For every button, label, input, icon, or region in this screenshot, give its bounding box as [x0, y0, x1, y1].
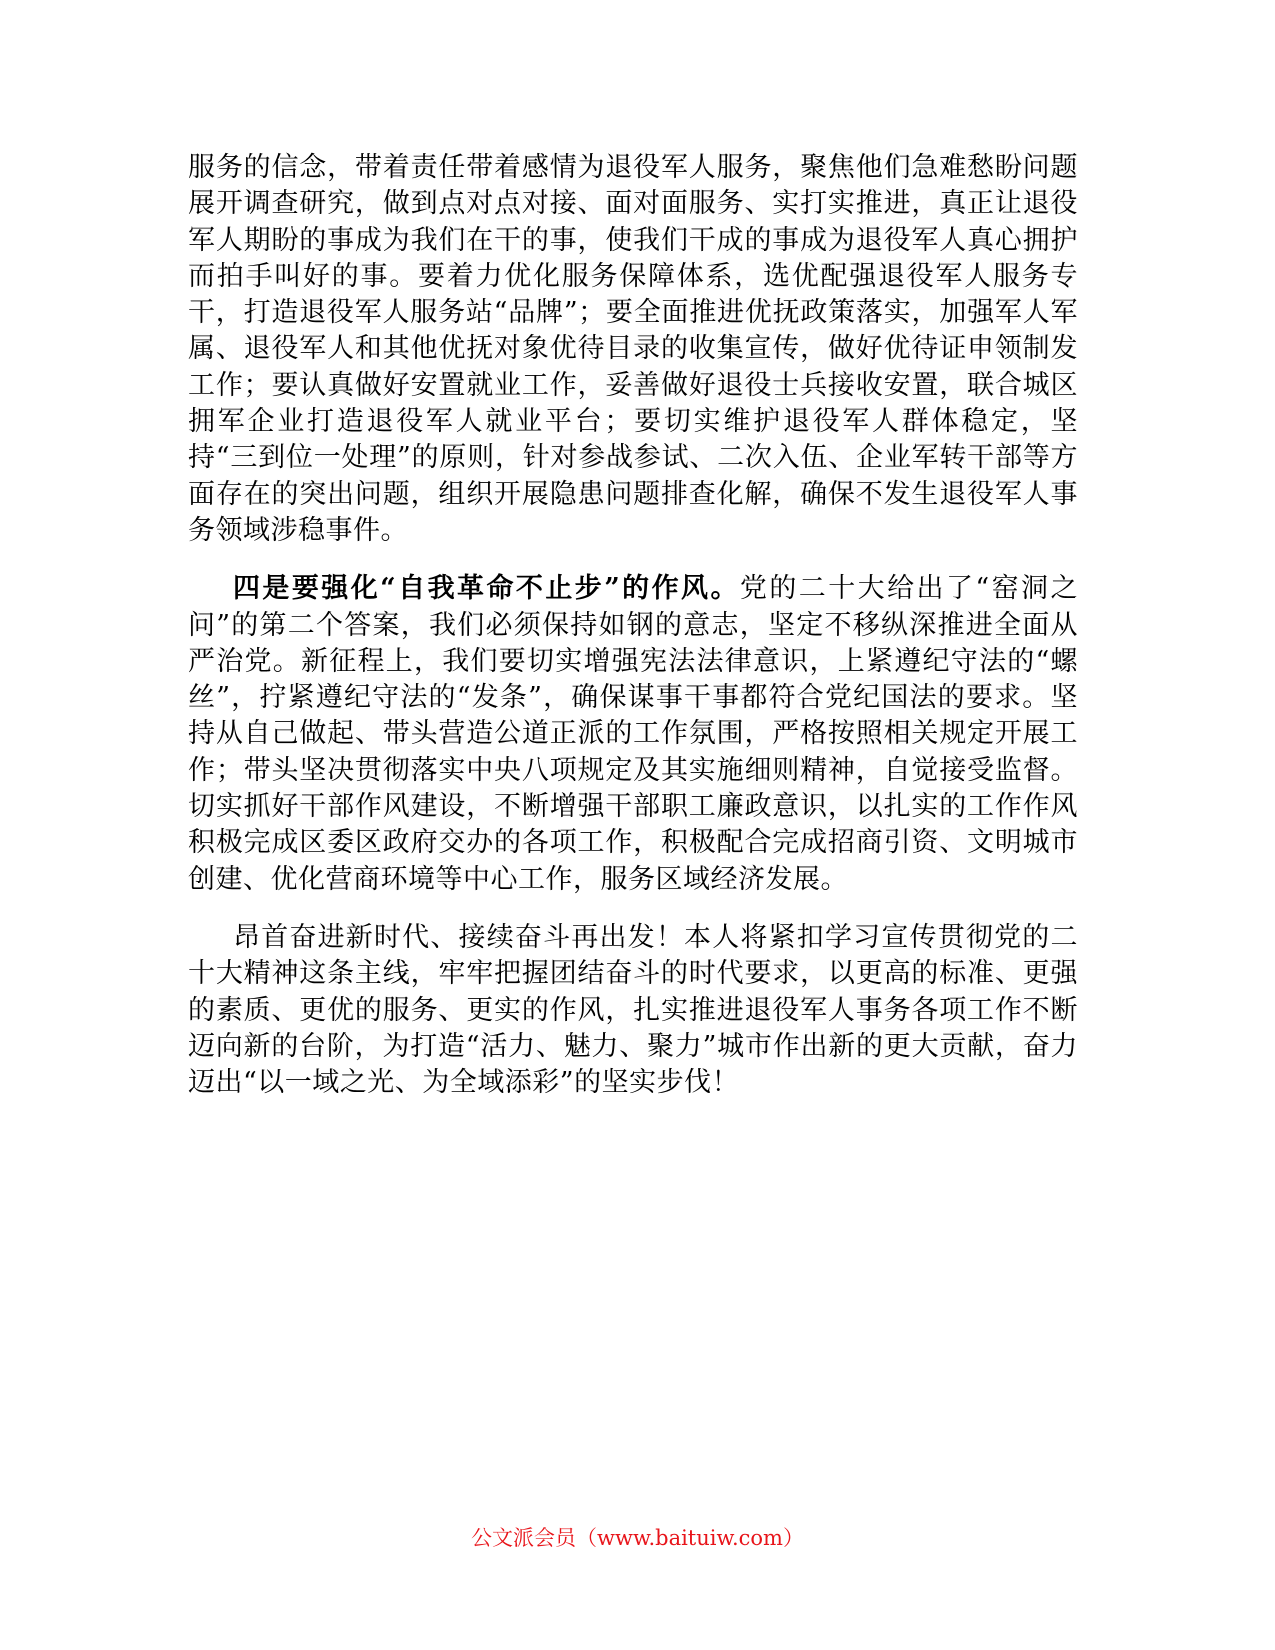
footer-watermark: 公文派会员（www.baituiw.com）: [471, 1526, 804, 1550]
document-body: [188, 150, 1078, 1123]
paragraph-section-four: [188, 571, 1078, 898]
paragraph-continuation: [188, 150, 1078, 549]
section-heading: 四是要强化“自我革命不止步”的作风。: [233, 573, 740, 605]
paragraph-closing: [188, 920, 1078, 1101]
paragraph-text: 服务的信念，带着责任带着感情为退役军人服务，聚焦他们急难愁盼问题展开调查研究，做到点对点对接、面对面服务、实打实推进，真正让退役军人期盼的事成为我们在干的事，使我们干成的事成为退役军人真心拥护而拍手叫好的事。要着力优化服务保障体系，选优配强退役军人服务专干，打造退役军人服务站“品牌”；要全面推进优抚政策落实，加强军人军属、退役军人和其他优抚对象优待目录的收集宣传，做好优待证申领制发工作；要认真做好安置就业工作，妥善做好退役士兵接收安置，联合城区拥军企业打造退役军人就业平台；要切实维护退役军人群体稳定，坚持“三到位一处理”的原则，针对参战参试、二次入伍、企业军转干部等方面存在的突出问题，组织开展隐患问题排查化解，确保不发生退役军人事务领域涉稳事件。: [188, 152, 1078, 546]
paragraph-text: 党的二十大给出了“窑洞之问”的第二个答案，我们必须保持如钢的意志，坚定不移纵深推进全面从严治党。新征程上，我们要切实增强宪法法律意识，上紧遵纪守法的“螺丝”，拧紧遵纪守法的“发条”，确保谋事干事都符合党纪国法的要求。坚持从自己做起、带头营造公道正派的工作氛围，严格按照相关规定开展工作；带头坚决贯彻落实中央八项规定及其实施细则精神，自觉接受监督。切实抓好干部作风建设，不断增强干部职工廉政意识，以扎实的工作作风积极完成区委区政府交办的各项工作，积极配合完成招商引资、文明城市创建、优化营商环境等中心工作，服务区域经济发展。: [188, 573, 1078, 895]
paragraph-text: 昂首奋进新时代、接续奋斗再出发！本人将紧扣学习宣传贯彻党的二十大精神这条主线，牢牢把握团结奋斗的时代要求，以更高的标准、更强的素质、更优的服务、更实的作风，扎实推进退役军人事务各项工作不断迈向新的台阶，为打造“活力、魅力、聚力”城市作出新的更大贡献，奋力迈出“以一域之光、为全域添彩”的坚实步伐！: [188, 921, 1078, 1099]
